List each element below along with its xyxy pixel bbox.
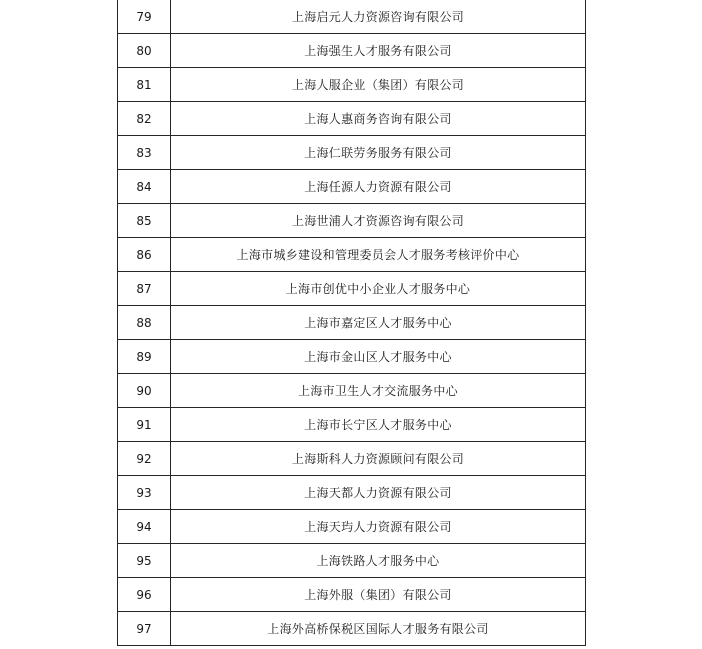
row-number: 90 [118,374,171,408]
company-name: 上海启元人力资源咨询有限公司 [171,0,586,34]
table-row [118,34,586,68]
table-row [118,408,586,442]
company-name: 上海强生人才服务有限公司 [171,34,586,68]
table-row [118,272,586,306]
table-row [118,340,586,374]
row-number: 89 [118,340,171,374]
company-name: 上海人惠商务咨询有限公司 [171,102,586,136]
company-name: 上海外高桥保税区国际人才服务有限公司 [171,612,586,646]
row-number: 95 [118,544,171,578]
agency-list-table-container [117,0,583,646]
row-number: 82 [118,102,171,136]
row-number: 93 [118,476,171,510]
table-row [118,612,586,646]
table-row [118,68,586,102]
table-row [118,136,586,170]
company-name: 上海铁路人才服务中心 [171,544,586,578]
row-number: 96 [118,578,171,612]
company-name: 上海市创优中小企业人才服务中心 [171,272,586,306]
row-number: 94 [118,510,171,544]
row-number: 86 [118,238,171,272]
table-row [118,102,586,136]
row-number: 91 [118,408,171,442]
company-name: 上海市卫生人才交流服务中心 [171,374,586,408]
company-name: 上海世浦人才资源咨询有限公司 [171,204,586,238]
table-row [118,170,586,204]
company-name: 上海人服企业（集团）有限公司 [171,68,586,102]
table-row [118,476,586,510]
company-name: 上海市金山区人才服务中心 [171,340,586,374]
company-name: 上海天玙人力资源有限公司 [171,510,586,544]
table-row [118,544,586,578]
row-number: 88 [118,306,171,340]
company-name: 上海斯科人力资源顾问有限公司 [171,442,586,476]
table-row [118,374,586,408]
company-name: 上海仁联劳务服务有限公司 [171,136,586,170]
table-row [118,442,586,476]
company-name: 上海外服（集团）有限公司 [171,578,586,612]
row-number: 81 [118,68,171,102]
row-number: 92 [118,442,171,476]
company-name: 上海市城乡建设和管理委员会人才服务考核评价中心 [171,238,586,272]
table-row [118,510,586,544]
table-row [118,578,586,612]
company-name: 上海任源人力资源有限公司 [171,170,586,204]
table-row [118,0,586,34]
company-name: 上海市嘉定区人才服务中心 [171,306,586,340]
row-number: 80 [118,34,171,68]
table-row [118,204,586,238]
row-number: 83 [118,136,171,170]
row-number: 97 [118,612,171,646]
row-number: 87 [118,272,171,306]
row-number: 84 [118,170,171,204]
agency-list-table [117,0,586,646]
company-name: 上海市长宁区人才服务中心 [171,408,586,442]
row-number: 79 [118,0,171,34]
agency-list-body [118,0,586,646]
row-number: 85 [118,204,171,238]
company-name: 上海天都人力资源有限公司 [171,476,586,510]
table-row [118,306,586,340]
table-row [118,238,586,272]
